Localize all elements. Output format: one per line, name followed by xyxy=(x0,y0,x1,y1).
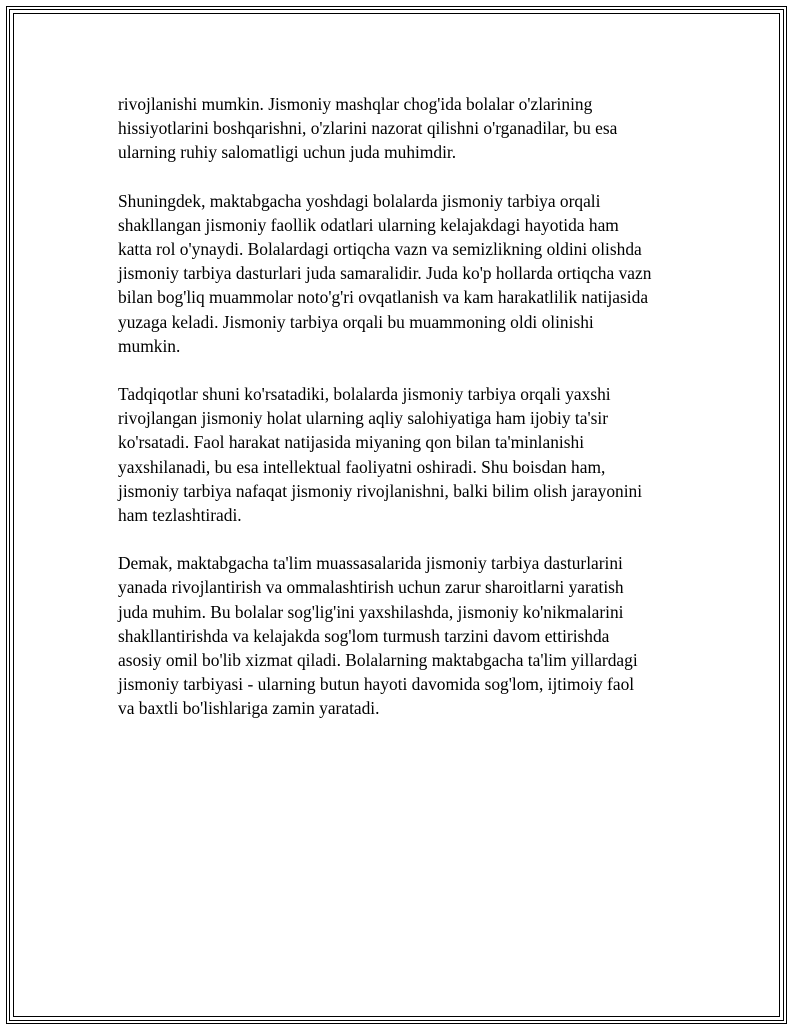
document-body xyxy=(118,92,688,745)
paragraph-1: rivojlanishi mumkin. Jismoniy mashqlar chog'ida bolalar o'zlarining hissiyotlarini boshqarishni, o'zlarini nazorat qilishni o'rganadilar, bu esa ularning ruhiy salomatligi uchun juda muhimdir. xyxy=(118,94,618,163)
paragraph-3: Tadqiqotlar shuni ko'rsatadiki, bolalarda jismoniy tarbiya orqali yaxshi rivojlangan jismoniy holat ularning aqliy salohiyatiga ham ijobiy ta'sir ko'rsatadi. Faol harakat natijasida miyaning qon bilan ta'minlanishi yaxshilanadi, bu esa intellektual faoliyatni oshiradi. Shu boisdan ham, jismoniy tarbiya nafaqat jismoniy rivojlanishni, balki bilim olish jarayonini ham tezlashtiradi. xyxy=(118,384,643,526)
paragraph-2: Shuningdek, maktabgacha yoshdagi bolalarda jismoniy tarbiya orqali shakllangan jismoniy faollik odatlari ularning kelajakdagi hayotida ham katta rol o'ynaydi. Bolalardagi ortiqcha vazn va semizlikning oldini olishda jismoniy tarbiya dasturlari juda samaralidir. Juda ko'p hollarda ortiqcha vazn bilan bog'liq muammolar noto'g'ri ovqatlanish va kam harakatlilik natijasida yuzaga keladi. Jismoniy tarbiya orqali bu muammoning oldi olinishi mumkin. xyxy=(118,190,652,356)
paragraph-4: Demak, maktabgacha ta'lim muassasalarida jismoniy tarbiya dasturlarini yanada rivojlantirish va ommalashtirish uchun zarur sharoitlarni yaratish juda muhim. Bu bolalar sog'lig'ini yaxshilashda, jismoniy ko'nikmalarini shakllantirishda va kelajakda sog'lom turmush tarzini davom ettirishda asosiy omil bo'lib xizmat qiladi. Bolalarning maktabgacha ta'lim yillardagi jismoniy tarbiyasi - ularning butun hayoti davomida sog'lom, ijtimoiy faol va baxtli bo'lishlariga zamin yaratadi. xyxy=(118,553,638,719)
